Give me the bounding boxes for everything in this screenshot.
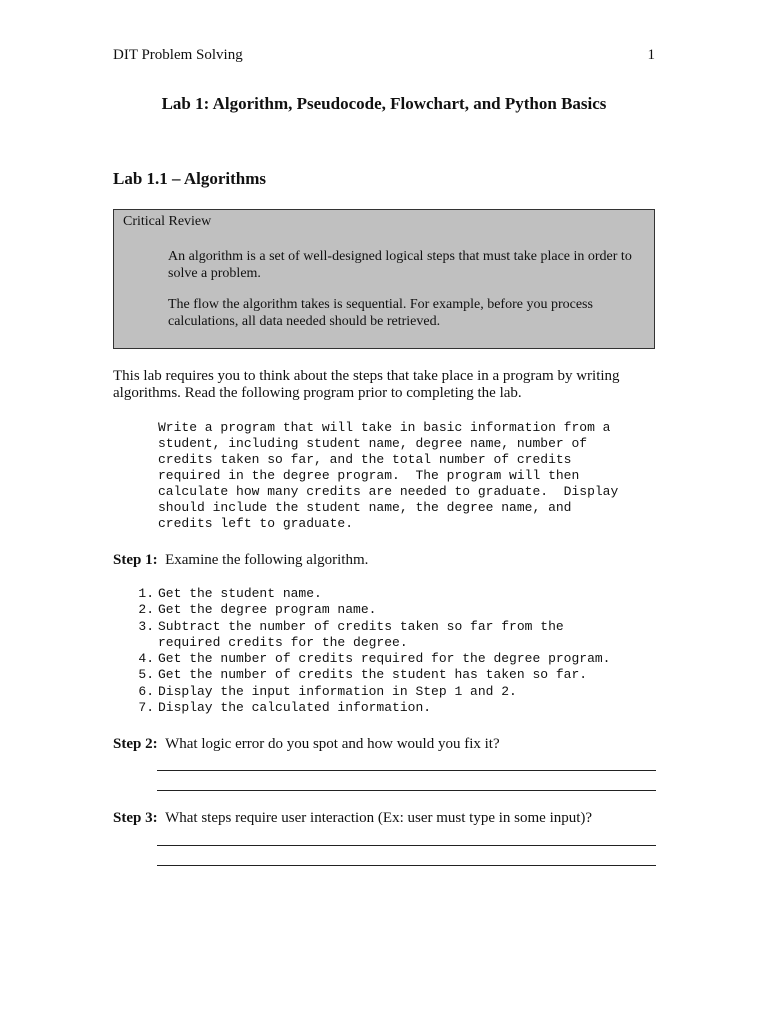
step-3-label: Step 3: xyxy=(113,810,158,826)
list-item-text: Subtract the number of credits taken so far from the required credits for the degree. xyxy=(158,618,564,650)
step-1 xyxy=(113,552,368,569)
list-item-number: 1. xyxy=(138,586,154,601)
list-item-text: Get the number of credits the student has taken so far. xyxy=(158,667,588,683)
list-item-text: Get the student name. xyxy=(158,586,322,601)
step-3-text: What steps require user interaction (Ex: user must type in some input)? xyxy=(165,810,593,826)
intro-paragraph: This lab requires you to think about the steps that take place in a program by writing algorithms. Read the following program prior to completing the lab. xyxy=(113,368,620,401)
list-item-number: 7. xyxy=(138,700,154,716)
list-item-text: Get the number of credits required for the degree program. xyxy=(158,651,611,667)
header-course: DIT Problem Solving xyxy=(113,47,243,63)
step-2-label: Step 2: xyxy=(113,736,158,752)
step-2 xyxy=(113,736,500,753)
list-item xyxy=(128,651,610,667)
list-item xyxy=(128,684,610,700)
list-item-text: Get the degree program name. xyxy=(158,602,377,618)
critical-review-title: Critical Review xyxy=(123,214,212,229)
list-item xyxy=(128,700,610,716)
step-1-label: Step 1: xyxy=(113,552,158,568)
list-item-number: 2. xyxy=(138,602,154,618)
list-item-number: 5. xyxy=(138,667,154,683)
lab-title: Lab 1: Algorithm, Pseudocode, Flowchart, and Python Basics xyxy=(161,94,607,113)
list-item-text: Display the calculated information. xyxy=(158,700,432,716)
step-2-text: What logic error do you spot and how would you fix it? xyxy=(165,736,500,752)
step-3 xyxy=(113,810,592,827)
list-item xyxy=(128,619,610,652)
list-item xyxy=(128,586,610,602)
answer-line[interactable] xyxy=(157,865,656,866)
header-page-number: 1 xyxy=(647,47,655,63)
list-item xyxy=(128,602,610,618)
section-title: Lab 1.1 – Algorithms xyxy=(113,169,267,188)
list-item-number: 3. xyxy=(138,618,154,634)
list-item-text: Display the input information in Step 1 and 2. xyxy=(158,683,517,699)
list-item xyxy=(128,667,610,683)
critical-review-paragraph: An algorithm is a set of well-designed logical steps that must take place in order to solve a problem. xyxy=(168,249,632,281)
answer-line[interactable] xyxy=(157,790,656,791)
critical-review-box xyxy=(113,209,655,349)
algorithm-list xyxy=(128,586,610,716)
list-item-number: 6. xyxy=(138,683,154,699)
answer-line[interactable] xyxy=(157,770,656,771)
answer-line[interactable] xyxy=(157,845,656,846)
list-item-number: 4. xyxy=(138,651,154,667)
critical-review-paragraph: The flow the algorithm takes is sequential. For example, before you process calculations, all data needed should be retrieved. xyxy=(168,297,593,329)
step-1-text: Examine the following algorithm. xyxy=(165,552,369,568)
problem-statement: Write a program that will take in basic information from a student, including student name, degree name, number of credits taken so far, and the total number of credits required in the degree program. The program will then calculate how many credits are needed to graduate. Display should include the student name, the degree name, and credits left to graduate. xyxy=(158,420,619,531)
